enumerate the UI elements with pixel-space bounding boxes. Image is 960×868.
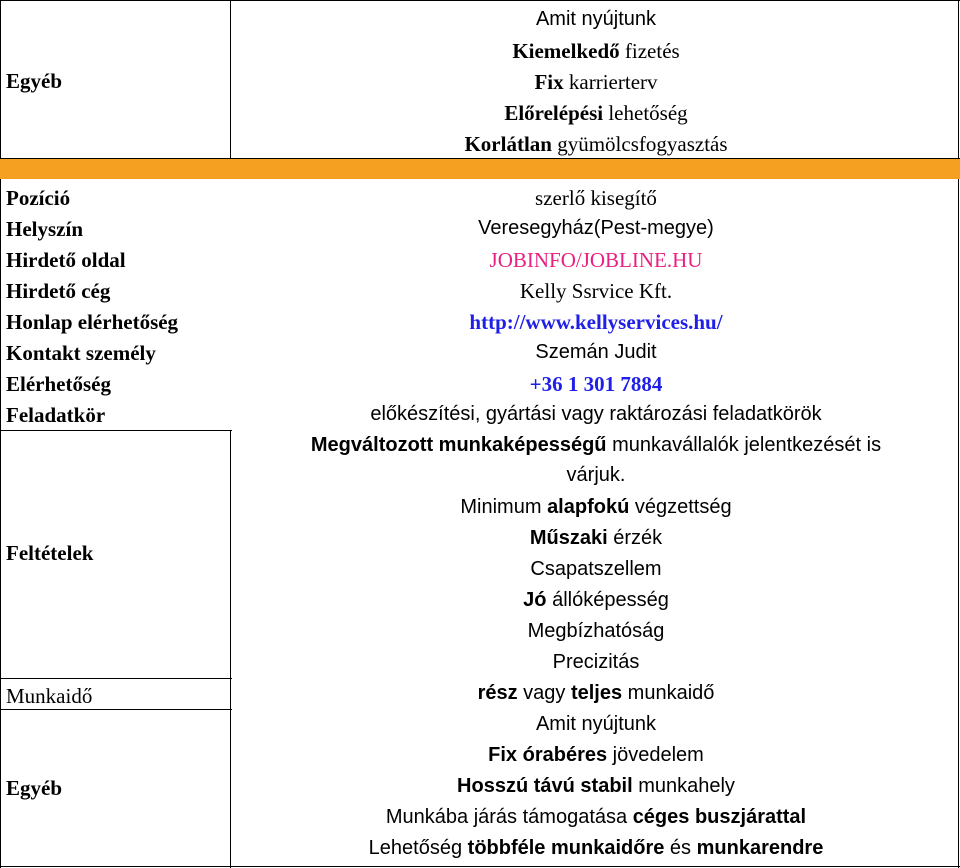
helyszin-value: Veresegyház(Pest-megye): [478, 217, 714, 239]
feltetelek-line-5: Jó állóképesség: [523, 589, 669, 611]
feltetelek-line-7: Precizitás: [552, 651, 640, 673]
elerhetoseg-phone[interactable]: +36 1 301 7884: [529, 372, 663, 396]
column-divider-top: [230, 0, 231, 158]
bottom-line-2: Fix órabéres jövedelem: [488, 744, 704, 766]
feltetelek-top-line: [0, 430, 232, 431]
orange-separator-band: [0, 159, 960, 179]
elerhetoseg-label: Elérhetőség: [6, 372, 111, 396]
top-line-1: Amit nyújtunk: [535, 8, 657, 30]
top-border: [0, 0, 960, 1]
munkaido-top-line: [0, 678, 232, 679]
column-divider-bottom: [230, 430, 231, 868]
feltetelek-label: Feltételek: [6, 541, 94, 565]
top-line-5: Korlátlan gyümölcsfogyasztás: [464, 132, 728, 156]
feltetelek-line-1: Megváltozott munkaképességű munkavállalók jelentkezését is: [310, 434, 882, 456]
bottom-line-4: Munkába járás támogatása céges buszjárattal: [385, 806, 807, 828]
bottom-line-5: Lehetőség többféle munkaidőre és munkarendre: [368, 837, 824, 859]
egyeb-top-label: Egyéb: [6, 69, 63, 93]
hirdeto-oldal-label: Hirdető oldal: [6, 248, 126, 272]
feltetelek-line-3: Műszaki érzék: [529, 527, 663, 549]
pozicio-label: Pozíció: [6, 186, 71, 210]
munkaido-label: Munkaidő: [6, 684, 93, 708]
egyeb-bottom-top-line: [0, 709, 232, 710]
feltetelek-line-2: Minimum alapfokú végzettség: [460, 496, 732, 518]
munkaido-value: rész vagy teljes munkaidő: [477, 682, 715, 704]
feltetelek-line-1b: várjuk.: [566, 464, 626, 486]
top-line-4: Előrelépési lehetőség: [504, 101, 688, 125]
bottom-line-1: Amit nyújtunk: [535, 713, 657, 735]
hirdeto-ceg-value: Kelly Ssrvice Kft.: [519, 279, 673, 303]
bottom-line-3: Hosszú távú stabil munkahely: [457, 775, 735, 797]
feltetelek-line-6: Megbízhatóság: [527, 620, 665, 642]
top-line-3: Fix karrierterv: [534, 70, 658, 94]
honlap-link[interactable]: http://www.kellyservices.hu/: [469, 310, 723, 334]
feladatkor-label: Feladatkör: [6, 403, 106, 427]
kontakt-label: Kontakt személy: [6, 341, 156, 365]
top-line-2: Kiemelkedő fizetés: [512, 39, 680, 63]
egyeb-bottom-label: Egyéb: [6, 776, 63, 800]
bottom-border: [0, 866, 960, 867]
helyszin-label: Helyszín: [6, 217, 83, 241]
left-border: [0, 0, 1, 868]
hirdeto-oldal-value: JOBINFO/JOBLINE.HU: [489, 248, 703, 272]
feltetelek-line-4: Csapatszellem: [530, 558, 662, 580]
honlap-label: Honlap elérhetőség: [6, 310, 179, 334]
feladatkor-value: előkészítési, gyártási vagy raktározási feladatkörök: [370, 403, 822, 425]
kontakt-value: Szemán Judit: [535, 341, 657, 363]
hirdeto-ceg-label: Hirdető cég: [6, 279, 111, 303]
pozicio-value: szerlő kisegítő: [535, 186, 657, 210]
